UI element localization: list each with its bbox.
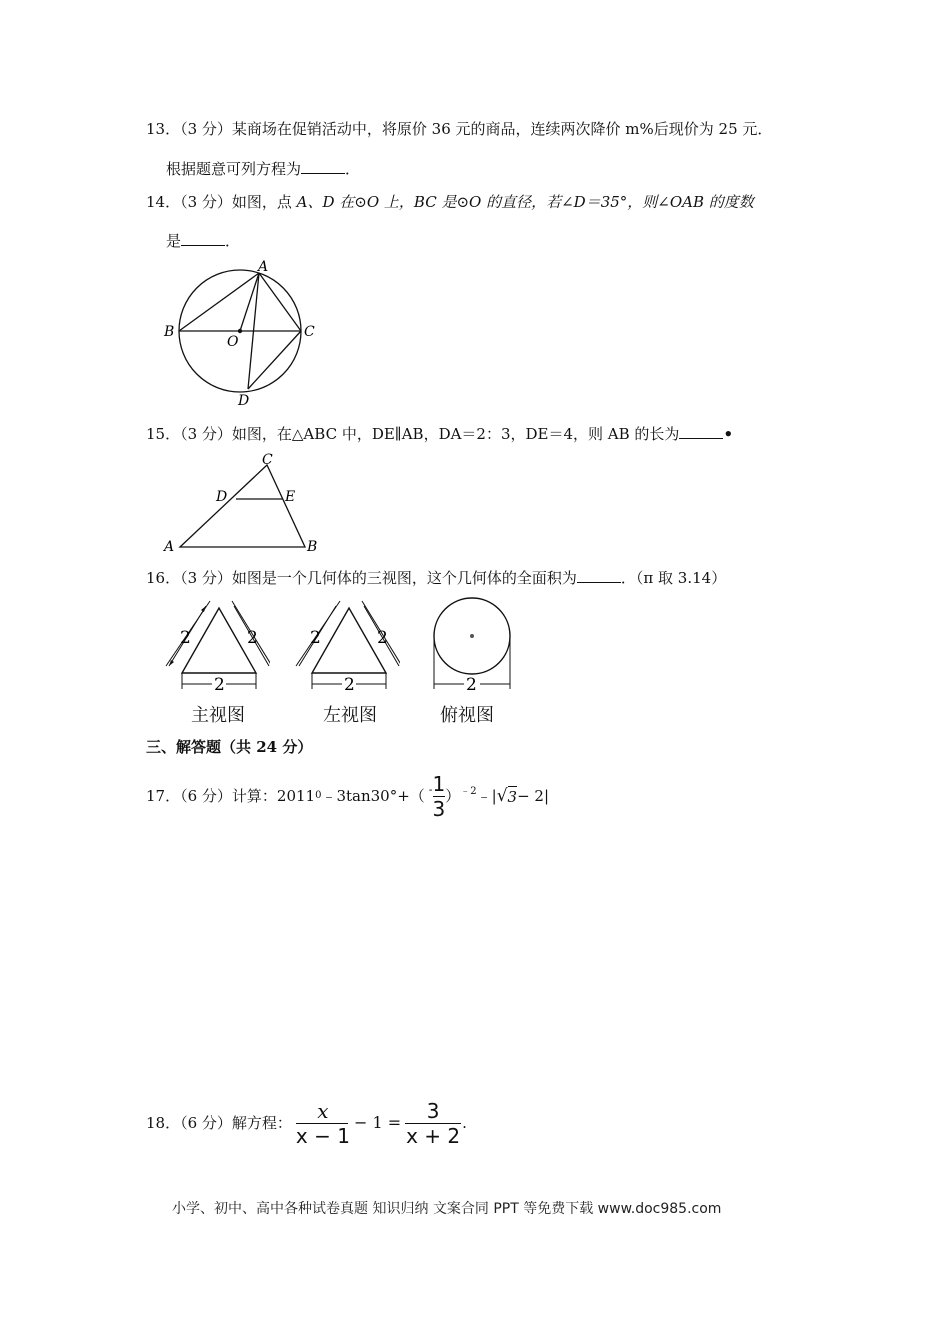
footer-text: 小学、初中、高中各种试卷真题 知识归纳 文案合同 PPT 等免费下载 www.doc985.com (172, 1201, 722, 1217)
label-a: A (258, 259, 269, 275)
q16-answer-blank[interactable] (577, 568, 621, 583)
q15-line1 (146, 424, 733, 444)
q17-line (146, 766, 549, 826)
radical-sign: √ (496, 786, 508, 806)
label-e: E (285, 489, 296, 505)
q13-line2 (166, 159, 360, 179)
label-a: A (164, 539, 175, 555)
q17-pre: 17．（6 分）计算：2011 (146, 787, 316, 805)
q18-den2: x + 2 (406, 1123, 461, 1148)
caption-left: 左视图 (323, 705, 377, 726)
arrow-head (201, 606, 206, 612)
q17-close: ） (445, 787, 461, 805)
center-dot (238, 329, 242, 333)
label-b: B (307, 539, 318, 555)
q17-tail: − 2| (517, 787, 550, 805)
q17-post: ﹣| (476, 787, 497, 805)
q15-triangle-figure (160, 450, 330, 558)
q17-rad: 3 (507, 787, 518, 806)
q14-line2 (166, 231, 240, 251)
q16-statement: 16．（3 分）如图是一个几何体的三视图，这个几何体的全面积为 (146, 569, 577, 587)
q18-fraction-right (405, 1099, 461, 1148)
q13-line1: 13．（3 分）某商场在促销活动中，将原价 36 元的商品，连续两次降价 m%后现价为 25 元． (146, 120, 773, 138)
left-view-figure (290, 595, 400, 695)
triangle-abc (180, 465, 305, 547)
q17-num: 1 (432, 771, 446, 796)
center-dot (470, 634, 474, 638)
q15-statement: 15．（3 分）如图，在△ABC 中，DE∥AB，DA＝2：3，DE＝4，则 AB 的长为 (146, 425, 680, 443)
q16-line1 (146, 568, 726, 588)
caption-front: 主视图 (191, 705, 245, 726)
dim-left: 2 (310, 628, 321, 648)
q14-number: 14．（3 分）如图，点 (146, 193, 297, 211)
dim-right: 2 (377, 628, 388, 648)
q14-end: ． (225, 232, 241, 250)
label-d: D (216, 489, 228, 505)
q18-pre: 18．（6 分）解方程： (146, 1114, 292, 1132)
q14-line1 (146, 192, 754, 212)
q14-prompt: 是 (166, 232, 182, 250)
q17-fraction (433, 772, 446, 821)
q14-answer-blank[interactable] (181, 231, 225, 246)
left-triangle (312, 608, 386, 673)
q15-answer-blank[interactable] (679, 424, 723, 439)
dim-right: 2 (247, 628, 258, 648)
label-b: B (164, 324, 175, 340)
label-c: C (304, 324, 315, 340)
q13-answer-blank[interactable] (301, 159, 345, 174)
dim-bottom: 2 (214, 675, 225, 695)
caption-top: 俯视图 (440, 705, 494, 726)
front-triangle (182, 608, 256, 673)
q18-line (146, 1090, 467, 1156)
dim-bottom: 2 (344, 675, 355, 695)
segment-ac (259, 273, 301, 331)
top-view-figure (425, 595, 525, 695)
q15-end: • (723, 425, 734, 443)
label-o: O (227, 334, 239, 350)
front-view-figure (160, 595, 270, 695)
q14-circle-figure (160, 255, 330, 415)
q18-fraction-left (296, 1099, 350, 1148)
label-c: C (262, 452, 273, 468)
q16-end: ．（π 取 3.14） (620, 569, 727, 587)
q18-den1: x − 1 (295, 1123, 350, 1148)
q18-end: . (462, 1114, 467, 1132)
section-title: 三、解答题（共 24 分） (146, 738, 313, 756)
dim-left: 2 (180, 628, 191, 648)
dim-bottom: 2 (466, 675, 477, 695)
q18-num1: x (317, 1098, 329, 1123)
q17-exp0: 0 (315, 790, 322, 801)
q18-minus1: − 1 = (353, 1113, 402, 1132)
q17-mid: ﹣3tan30°+（ (321, 787, 425, 805)
q18-num2: 3 (426, 1098, 440, 1123)
label-d: D (238, 393, 250, 409)
q14-statement: A、D 在⊙O 上，BC 是⊙O 的直径，若∠D＝35°，则∠OAB 的度数 (296, 193, 754, 211)
q17-neg: - (428, 783, 433, 796)
q17-exp2: ﹣2 (460, 786, 477, 797)
q17-den: 3 (432, 796, 446, 821)
q13-prompt: 根据题意可列方程为 (166, 160, 302, 178)
segment-ab (179, 273, 259, 331)
q13-end: ． (345, 160, 361, 178)
